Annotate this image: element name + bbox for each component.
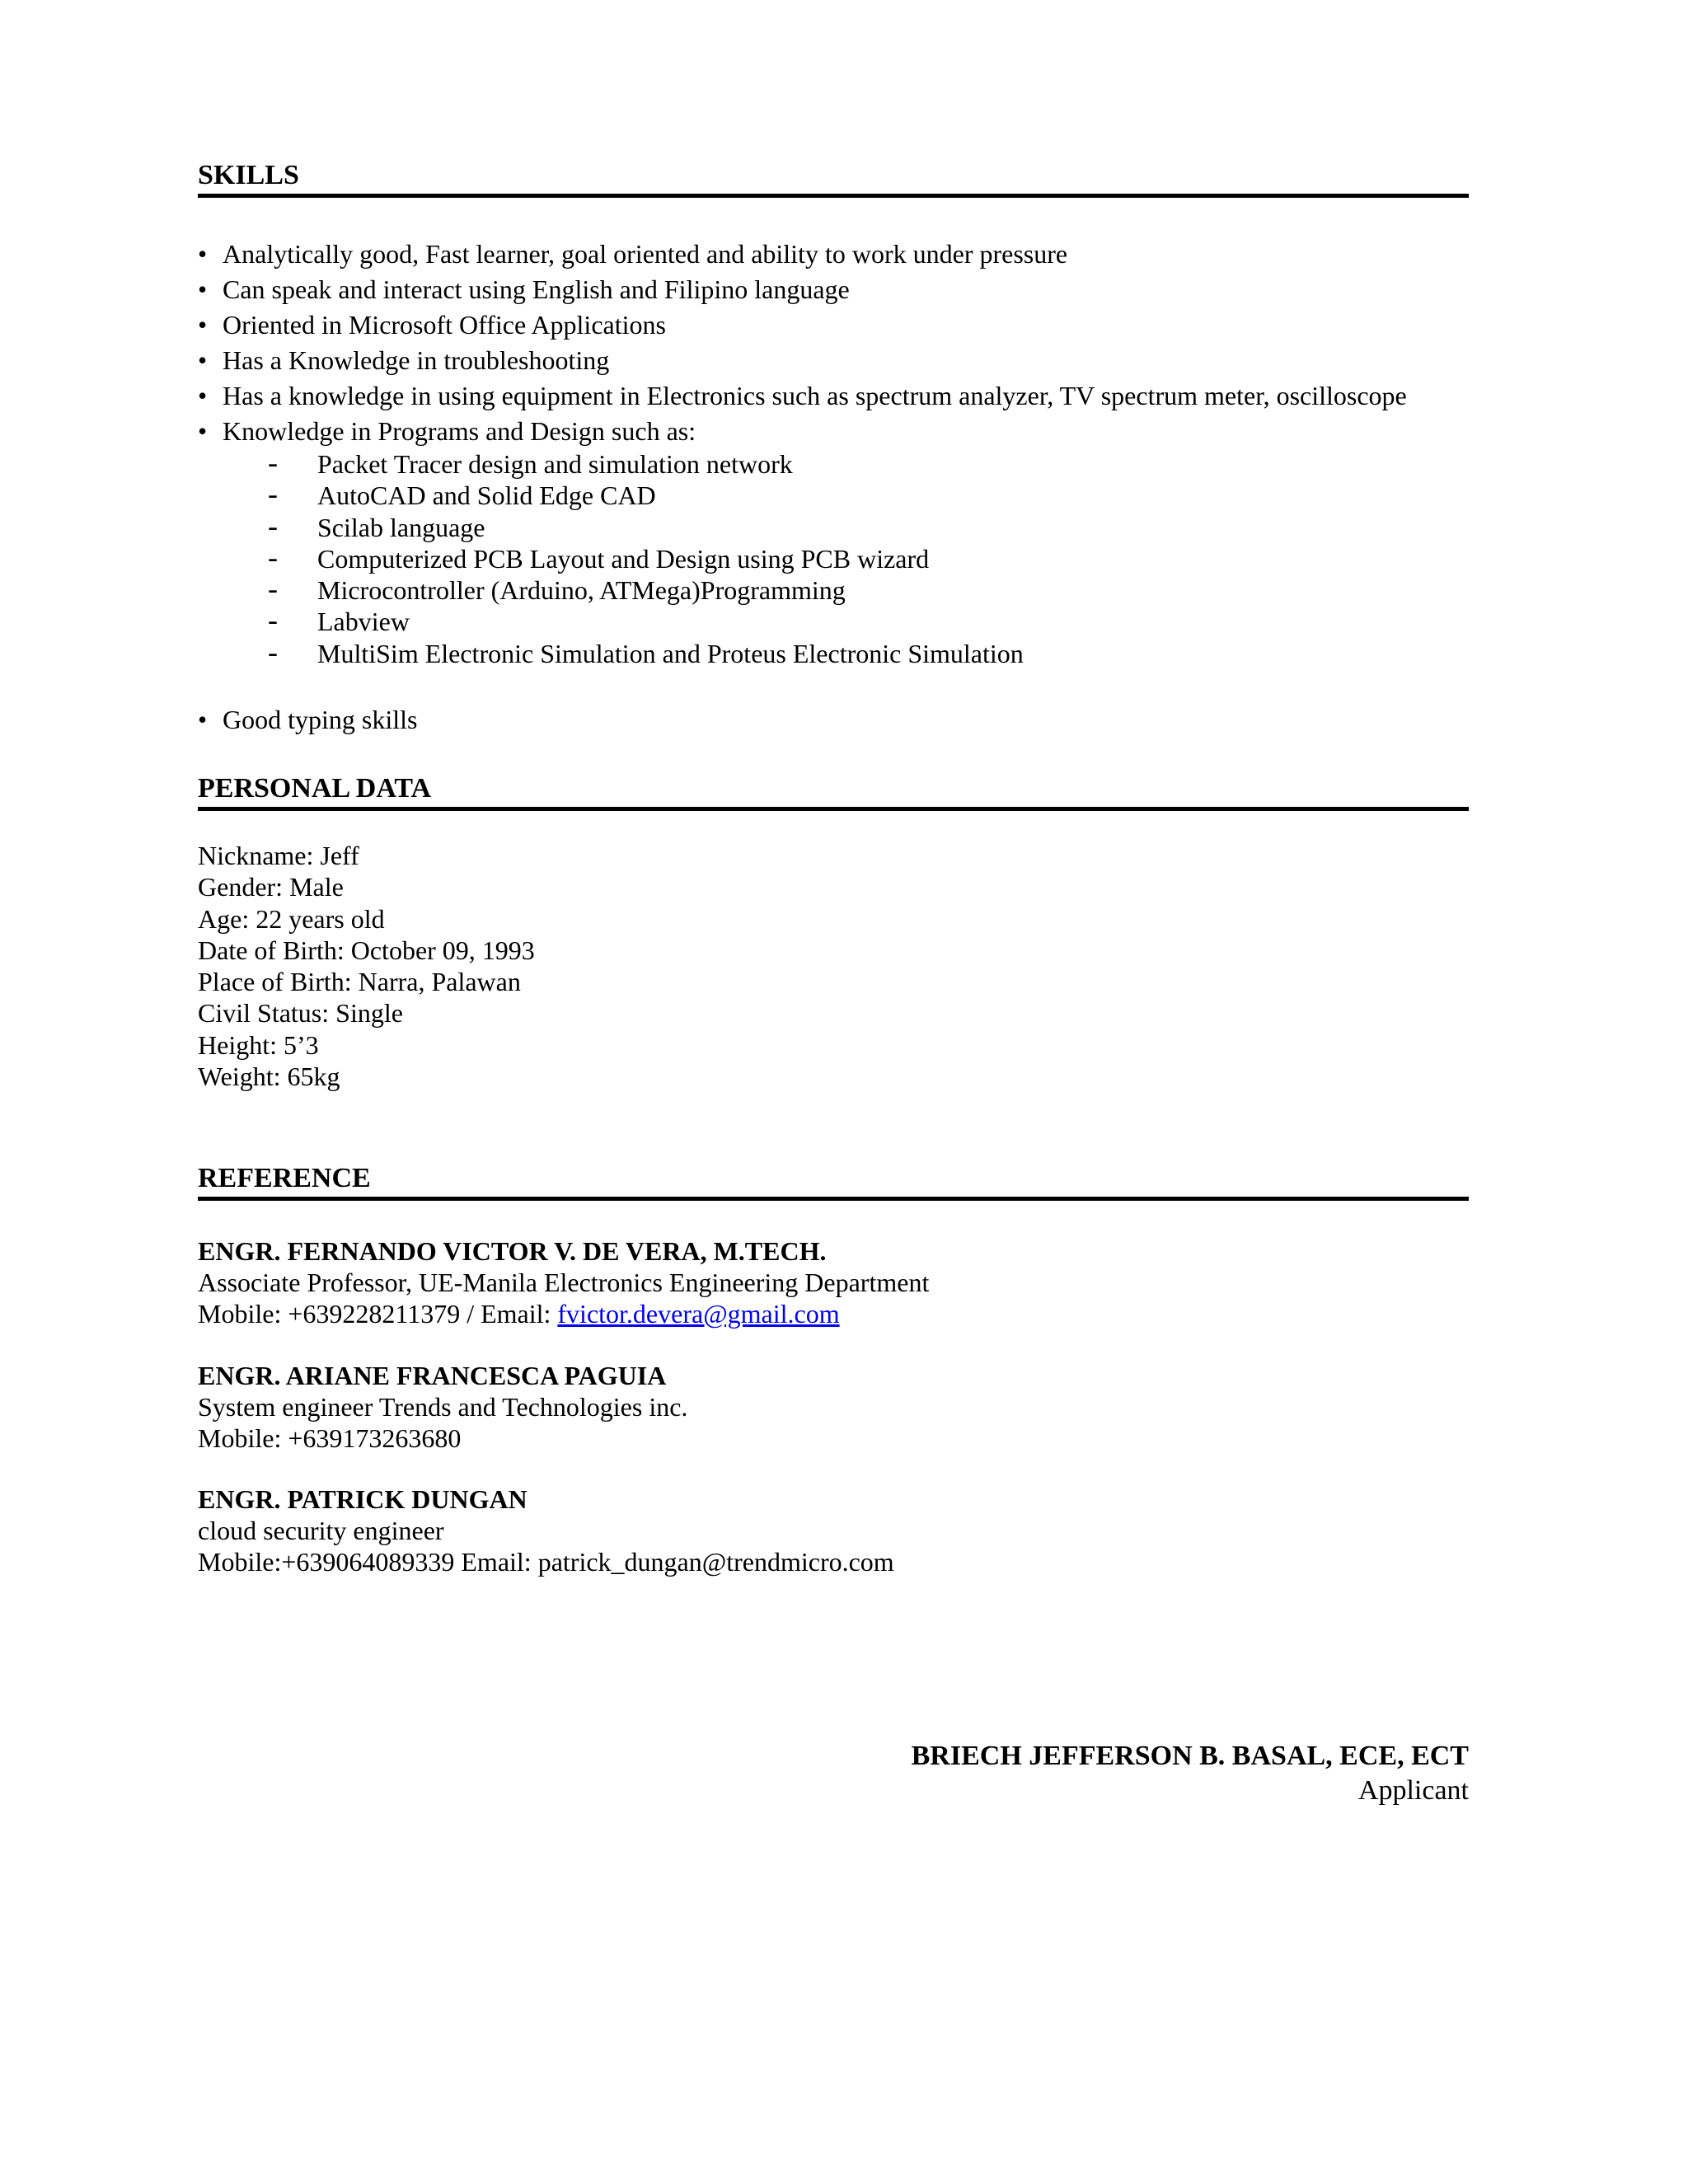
reference-name: ENGR. FERNANDO VICTOR V. DE VERA, M.TECH. (198, 1236, 827, 1266)
skills-list-end (198, 702, 1517, 738)
skills-heading: SKILLS (198, 159, 1469, 198)
skill-item: • Good typing skills (198, 702, 1517, 738)
program-item: - Packet Tracer design and simulation network (268, 448, 1422, 480)
reference-contact: Mobile: +639173263680 (198, 1423, 462, 1453)
reference-position: Associate Professor, UE-Manila Electronics Engineering Department (198, 1268, 930, 1297)
skill-item: • Knowledge in Programs and Design such as: (198, 414, 1517, 449)
reference-position: cloud security engineer (198, 1516, 444, 1545)
program-item: - Labview (268, 606, 1422, 637)
program-item: - MultiSim Electronic Simulation and Proteus Electronic Simulation (268, 638, 1422, 669)
reference-heading: REFERENCE (198, 1162, 1469, 1201)
personal-data-heading: PERSONAL DATA (198, 772, 1469, 811)
skill-item: • Analytically good, Fast learner, goal oriented and ability to work under pressure (198, 237, 1517, 272)
program-item: - Computerized PCB Layout and Design using PCB wizard (268, 543, 1422, 574)
reference-name: ENGR. PATRICK DUNGAN (198, 1484, 528, 1514)
programs-sublist (268, 448, 1422, 669)
reference-entry (198, 1360, 1434, 1454)
reference-contact-text: Mobile: +639228211379 / Email: (198, 1299, 558, 1329)
skill-item: • Can speak and interact using English and Filipino language (198, 272, 1517, 307)
skill-item: • Has a Knowledge in troubleshooting (198, 343, 1517, 378)
personal-weight: Weight: 65kg (198, 1062, 340, 1092)
reference-entry (198, 1483, 1434, 1577)
personal-birth-place: Place of Birth: Narra, Palawan (198, 967, 521, 997)
reference-email-link[interactable]: fvictor.devera@gmail.com (557, 1299, 840, 1329)
applicant-signature (912, 1739, 1469, 1808)
reference-position: System engineer Trends and Technologies inc. (198, 1392, 688, 1422)
reference-name: ENGR. ARIANE FRANCESCA PAGUIA (198, 1361, 667, 1390)
personal-height: Height: 5’3 (198, 1029, 319, 1060)
personal-data-lines (198, 840, 1434, 1092)
personal-birth-date: Date of Birth: October 09, 1993 (198, 935, 535, 965)
reference-entry (198, 1235, 1434, 1329)
reference-contact (198, 1298, 1434, 1329)
personal-gender: Gender: Male (198, 872, 344, 902)
skill-item: • Has a knowledge in using equipment in Electronics such as spectrum analyzer, TV spectrum meter, oscilloscope (198, 378, 1517, 414)
applicant-name: BRIECH JEFFERSON B. BASAL, ECE, ECT (911, 1741, 1469, 1771)
resume-page (198, 0, 1517, 2184)
skills-list (198, 237, 1517, 449)
skill-item: • Oriented in Microsoft Office Applications (198, 307, 1517, 343)
personal-age: Age: 22 years old (198, 903, 385, 934)
applicant-role: Applicant (1357, 1775, 1469, 1806)
program-item: - Microcontroller (Arduino, ATMega)Programming (268, 574, 1422, 606)
personal-civil-status: Civil Status: Single (198, 998, 403, 1029)
program-item: - AutoCAD and Solid Edge CAD (268, 480, 1422, 511)
reference-contact: Mobile:+639064089339 Email: patrick_dungan@trendmicro.com (198, 1547, 894, 1577)
personal-nickname: Nickname: Jeff (198, 841, 359, 870)
program-item: - Scilab language (268, 512, 1422, 543)
